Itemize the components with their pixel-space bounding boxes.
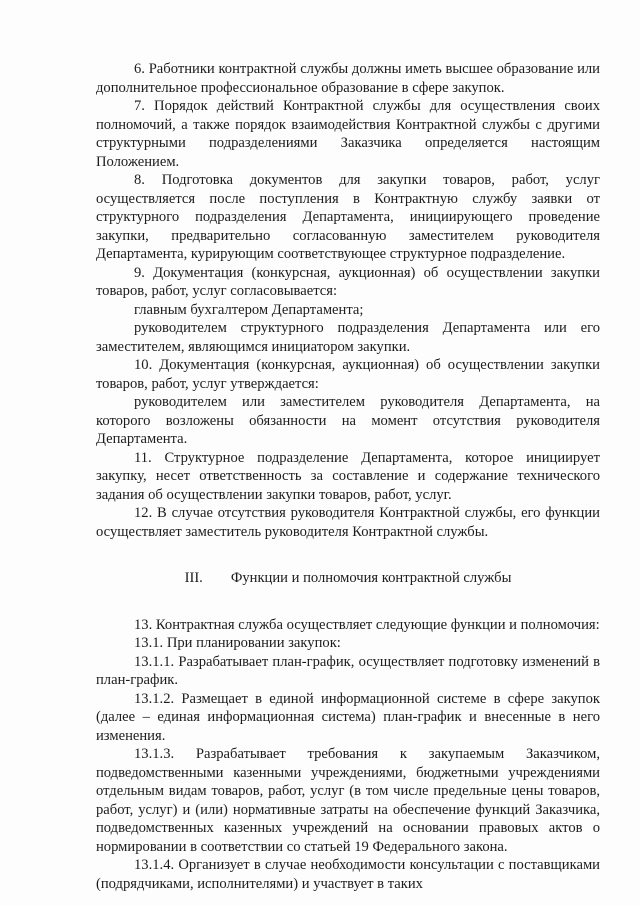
section-number: III. <box>184 570 203 586</box>
paragraph-11: 11. Структурное подразделение Департамента, которое инициирует закупку, несет ответственность за составление и содержание технического задания об осуществлении закупки товаров, работ, услуг. <box>96 449 600 503</box>
paragraph-12: 12. В случае отсутствия руководителя Контрактной службы, его функции осуществляет заместитель руководителя Контрактной службы. <box>96 505 600 540</box>
paragraph-9-item-2: руководителем структурного подразделения Департамента или его заместителем, являющимся инициатором закупки. <box>96 320 600 355</box>
paragraph-6: 6. Работники контрактной службы должны иметь высшее образование или дополнительное профессиональное образование в сфере закупок. <box>96 61 600 96</box>
paragraph-7: 7. Порядок действий Контрактной службы для осуществления своих полномочий, а также порядок взаимодействия Контрактной службы с другими структурными подразделениями Заказчика определяется настоящим Положением. <box>96 98 600 170</box>
paragraph-13-1: 13.1. При планировании закупок: <box>134 635 341 651</box>
paragraph-9-item-1: главным бухгалтером Департамента; <box>134 301 364 318</box>
paragraph-10-item-1: руководителем или заместителем руководителя Департамента, на которого возложены обязанности на момент отсутствия руководителя Департамента. <box>96 394 600 447</box>
paragraph-9: 9. Документация (конкурсная, аукционная) об осуществлении закупки товаров, работ, услуг согласовывается: <box>96 264 600 299</box>
paragraph-10: 10. Документация (конкурсная, аукционная) об осуществлении закупки товаров, работ, услуг утверждается: <box>96 357 600 392</box>
paragraph-13-1-4: 13.1.4. Организует в случае необходимости консультации с поставщиками (подрядчиками, исполнителями) и участвует в таких <box>96 857 600 892</box>
section-title: Функции и полномочия контрактной службы <box>230 570 512 586</box>
paragraph-13-1-2: 13.1.2. Размещает в единой информационной системе в сфере закупок (далее – единая информационная система) план-график и внесенные в него изменения. <box>96 690 600 744</box>
document-body <box>96 60 600 893</box>
paragraph-13: 13. Контрактная служба осуществляет следующие функции и полномочия: <box>134 616 600 633</box>
paragraph-13-1-3: 13.1.3. Разрабатывает требования к закупаемым Заказчиком, подведомственными казенными учреждениями, бюджетными учреждениями отдельным видам товаров, работ, услуг (в том числе предельные цены товаров, работ, услуг) и (или) нормативные затраты на обеспечение функций Заказчика, подведомственных казенных учреждений на основании правовых актов о нормировании в соответствии со статьей 19 Федерального закона. <box>96 746 600 855</box>
paragraph-13-1-1: 13.1.1. Разрабатывает план-график, осуществляет подготовку изменений в план-график. <box>96 653 600 688</box>
section-heading <box>96 569 600 588</box>
paragraph-8: 8. Подготовка документов для закупки товаров, работ, услуг осуществляется после поступления в Контрактную службу заявки от структурного подразделения Департамента, инициирующего проведение закупки, предварительно согласованную заместителем руководителя Департамента, курирующим соответствующее структурное подразделение. <box>96 172 600 262</box>
